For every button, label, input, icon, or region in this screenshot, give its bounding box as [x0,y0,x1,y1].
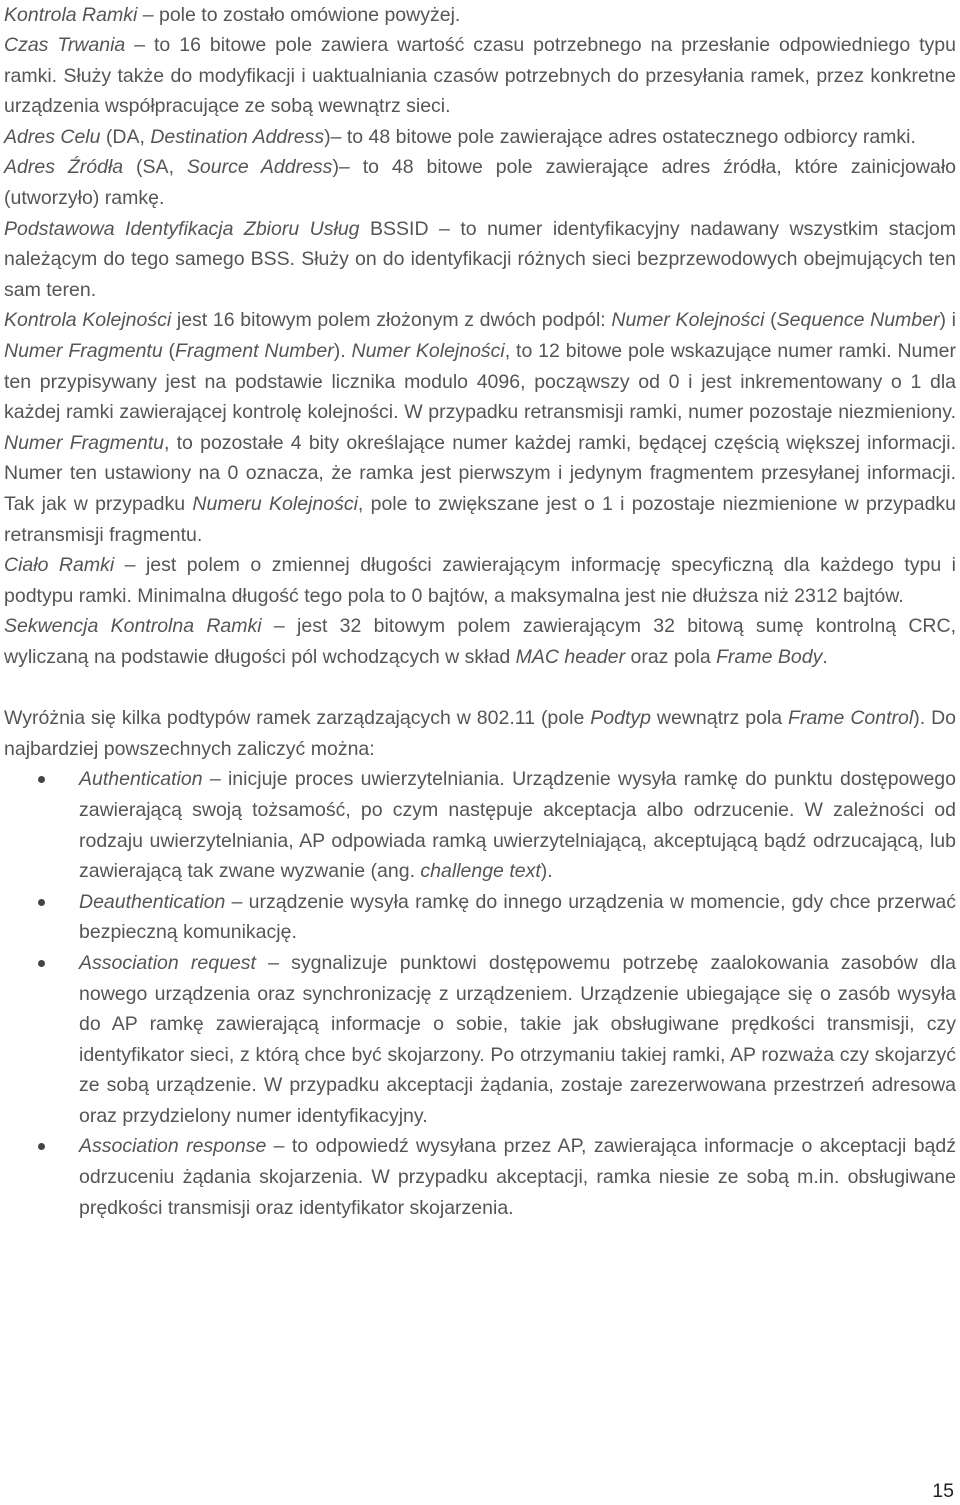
list-item [79,764,956,886]
paragraph-text: )– to 48 bitowe pole zawierające adres ostatecznego odbiorcy ramki. [324,125,916,148]
list-item [79,1131,956,1223]
paragraph-text: )– to 48 bitowe pole zawierające adres źródła, które zainicjowało (utworzyło) ramkę. [4,156,957,210]
paragraph-text: – inicjuje proces uwierzytelniania. Urządzenie wysyła ramkę do punktu dostępowego zawierającą swoją tożsamość, po czym następuje akceptacja albo odrzucenie. W zależności od rodzaju uwierzytelniania, AP odpowiada ramką uwierzytelniającą, akceptującą bądź odrzucającą, lub zawierającą tak zwane wyzwanie (ang. [79,768,956,883]
term-fragment-number: Numer Fragmentu [4,431,165,454]
document-body [4,0,956,1223]
paragraph-text: , to pozostałe 4 bity określające numer każdej ramki, będącej częścią większej informacji. Numer ten ustawiony na 0 oznacza, że ramka jest pierwszym i jedynym fragmentem przesyłanej informacji. Tak jak w przypadku [4,431,957,515]
paragraph-text: – jest polem o zmiennej długości zawierającym informację specyficzną dla każdego typu i podtypu ramki. Minimalna długość tego pola to 0 bajtów, a maksymalna jest nie dłuższa niż 2312 bajtów. [4,554,956,607]
term-challenge-text: challenge text [420,860,541,883]
bullet-list [4,764,956,1223]
list-item [79,887,956,948]
term-bssid: Podstawowa Identyfikacja Zbioru Usług [4,217,360,240]
term-fcs: Sekwencja Kontrolna Ramki [4,615,262,638]
paragraph-text: – sygnalizuje punktowi dostępowemu potrzebę zaalokowania zasobów dla nowego urządzenia oraz synchronizację z urządzeniem. Urządzenie ubiegające się o zasób wysyła do AP ramkę zawierającą informacje o sobie, takie jak obsługiwane prędkości transmisji, czy identyfikator sieci, z którą chce być skojarzony. Po otrzymaniu takiej ramki, AP rozważa czy skojarzyć ze sobą urządzenie. W przypadku akceptacji żądania, zostaje zarezerwowana przestrzeń adresowa oraz przydzielony numer identyfikacyjny. [79,951,956,1127]
paragraph-text: – jest 32 bitowym polem zawierającym 32 bitową sumę kontrolną CRC, wyliczaną na podstawie długości pól wchodzących w skład [4,615,956,668]
paragraph-text: . [822,645,828,668]
term-sequence-number: Numer Kolejności [611,309,765,332]
paragraph-text: ( [162,340,176,363]
paragraph-text: ). [333,340,352,363]
paragraph-text: , to 12 bitowe pole wskazujące numer ramki. Numer ten przypisywany jest na podstawie licznika modulo 4096, począwszy od 0 i jest inkrementowany o 1 dla każdej ramki zawierającej kontrolę kolejności. W przypadku retransmisji ramki, numer pozostaje niezmieniony. [4,340,956,424]
term-destination-en: Destination Address [150,125,325,148]
paragraph-text: (DA, [100,125,151,148]
paragraph-text: – urządzenie wysyła ramkę do innego urządzenia w momencie, gdy chce przerwać bezpieczną komunikację. [79,890,956,944]
term-podtyp: Podtyp [590,707,651,730]
term-mac-header: MAC header [515,645,626,668]
term-frame-body-en: Frame Body [716,645,823,668]
term-destination: Adres Celu [4,125,101,148]
paragraph-text: BSSID – to numer identyfikacyjny nadawany wszystkim stacjom należącym do tego samego BSS. Służy on do identyfikacji różnych sieci bezprzewodowych obejmujących ten sam teren. [4,217,956,301]
paragraph-text: , pole to zwiększane jest o 1 i pozostaje niezmienione w przypadku retransmisji fragmentu. [4,493,957,546]
paragraph-text: ). [540,860,553,883]
term-deauthentication: Deauthentication [79,890,226,913]
term-association-response: Association response [79,1135,267,1158]
paragraph-bssid [4,214,956,306]
paragraph-text: ( [764,309,777,332]
paragraph-sequence-control [4,305,956,550]
paragraph-frame-body [4,550,956,611]
paragraph-text: – pole to zostało omówione powyżej. [137,3,461,26]
paragraph-text: oraz pola [625,645,717,668]
paragraph-fcs [4,611,956,672]
term-frame-control-en: Frame Control [788,707,914,730]
list-item [79,948,956,1132]
term-source: Adres Źródła [4,156,124,179]
term-frame-body: Ciało Ramki [4,554,115,577]
paragraph-text: wewnątrz pola [650,707,789,730]
term-source-en: Source Address [186,156,333,179]
term-association-request: Association request [79,951,256,974]
term-authentication: Authentication [79,768,203,791]
paragraph-text: ). Do najbardziej powszechnych zaliczyć można: [4,707,956,760]
term-sequence-number-en: Sequence Number [776,309,940,332]
paragraph-destination-address [4,122,956,153]
paragraph-text: – to odpowiedź wysyłana przez AP, zawierająca informacje o akceptacji bądź odrzuceniu żądania skojarzenia. W przypadku akceptacji, ramka niesie ze sobą m.in. obsługiwane prędkości transmisji oraz identyfikator skojarzenia. [79,1135,956,1219]
paragraph-frame-control [4,0,956,30]
term-duration: Czas Trwania [4,34,126,57]
term-sequence-number: Numer Kolejności [351,340,505,363]
paragraph-text: – to 16 bitowe pole zawiera wartość czasu potrzebnego na przesłanie odpowiedniego typu ramki. Służy także do modyfikacji i uaktualniania czasów potrzebnych do przesyłania ramek, przez konkretne urządzenia współpracujące ze sobą wewnątrz sieci. [4,34,956,118]
paragraph-text: ) i [939,309,956,332]
paragraph-text: Wyróżnia się kilka podtypów ramek zarządzających w 802.11 (pole [4,707,591,730]
term-fragment-number: Numer Fragmentu [4,340,163,363]
paragraph-source-address [4,152,956,213]
term-sequence-number: Numeru Kolejności [192,493,358,515]
paragraph-duration [4,30,956,122]
term-fragment-number-en: Fragment Number [175,340,334,363]
paragraph-text: jest 16 bitowym polem złożonym z dwóch podpól: [171,309,612,332]
paragraph-intro [4,703,956,764]
term-sequence-control: Kontrola Kolejności [4,309,172,332]
paragraph-text: (SA, [123,156,187,179]
page-number: 15 [932,1480,954,1502]
term-frame-control: Kontrola Ramki [4,3,138,26]
